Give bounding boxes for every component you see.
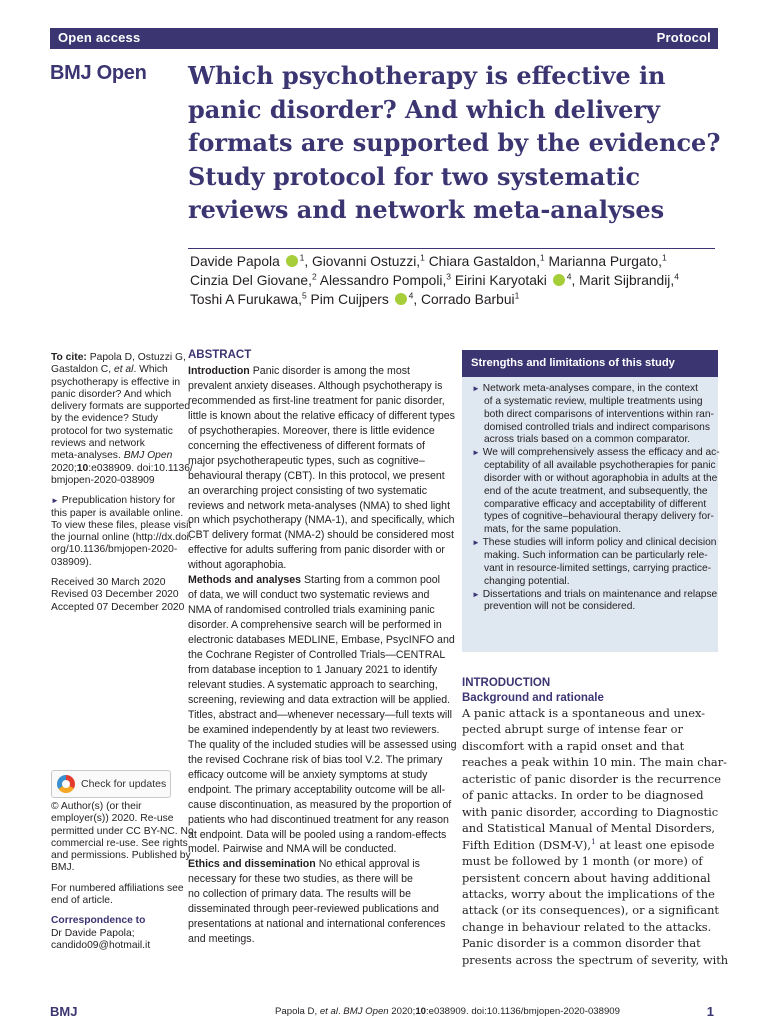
abstract-text: screening, reviewing and data extraction will be applied.: [188, 693, 451, 706]
abstract-text: patients who had discontinued treatment for any reason: [188, 813, 449, 826]
abstract-section-label: Introduction: [188, 364, 250, 377]
subsection-heading: Background and rationale: [462, 692, 604, 704]
bullet-text: Dissertations and trials on maintenance and relapse: [482, 588, 718, 600]
open-access-label: Open access: [58, 30, 141, 45]
received-date: Received 30 March 2020: [51, 577, 166, 589]
cite-text: et al: [113, 364, 134, 376]
abstract-text: electronic databases MEDLINE, Embase, PsycINFO and: [188, 634, 455, 647]
author-name[interactable]: , Corrado Barbui: [413, 292, 515, 307]
abstract-text: reviews and network meta-analyses (NMA) to shed light: [188, 499, 451, 512]
footer-doi[interactable]: :e038909. doi:10.1136/bmjopen-2020-038909: [425, 1006, 620, 1017]
author-name[interactable]: Pim Cuijpers: [306, 292, 389, 307]
article-dates: [51, 577, 185, 614]
abstract-text: model. Pairwise and NMA will be conducted.: [188, 843, 397, 856]
text-line: reaches a peak within 10 min. The main char-: [462, 755, 727, 770]
author-line: [190, 271, 679, 290]
abstract-text: NMA of randomised controlled trials examining panic: [188, 604, 435, 617]
copyright-text: BMJ.: [51, 862, 75, 874]
abstract-text: disseminated through peer-reviewed publications and: [188, 903, 439, 916]
left-sidebar-lower: [51, 801, 194, 960]
cite-text: meta-analyses.: [51, 450, 124, 462]
prepub-link[interactable]: 038909).: [51, 556, 92, 568]
crossmark-icon: [57, 775, 75, 793]
text-line: attacks, worry about the implications of the: [462, 886, 715, 901]
abstract-text: prevalent anxiety diseases. Although psychotherapy is: [188, 379, 443, 392]
bmj-logo: BMJ: [50, 1004, 78, 1019]
copyright-text: permitted under CC BY-NC. No: [51, 825, 194, 837]
cite-text: protocol for two systematic: [51, 425, 173, 437]
abstract-text: cause discontinuation, as measured by the proportion of: [188, 798, 452, 811]
abstract-text: an overarching project consisting of two systematic: [188, 484, 428, 497]
check-updates-label: Check for updates: [81, 778, 167, 790]
abstract-text: Starting from a common pool: [301, 574, 441, 587]
abstract: [188, 348, 457, 947]
prepublication-note: [51, 495, 192, 569]
abstract-text: be examined independently by at least two reviewers.: [188, 723, 440, 736]
footer-citation: [275, 1006, 620, 1017]
top-banner: [50, 28, 718, 49]
author-name[interactable]: Chiara Gastaldon,: [424, 254, 540, 269]
text-line: of panic attacks. In order to be diagnosed: [462, 788, 704, 803]
list-item: [472, 447, 720, 537]
abstract-text: major psychotherapeutic types, such as cognitive–: [188, 454, 425, 467]
author-name[interactable]: Toshi A Furukawa,: [190, 292, 302, 307]
cite-text: :e038909. doi:10.1136/: [88, 462, 193, 474]
abstract-section-label: Methods and analyses: [188, 574, 302, 587]
triangle-bullet-icon: ►: [472, 448, 480, 458]
cite-text: delivery formats are supported: [51, 401, 191, 413]
affiliation-ref: 1: [539, 252, 545, 263]
copyright-text: employer(s)) 2020. Re-use: [51, 813, 174, 825]
affiliation-text: For numbered affiliations see: [51, 882, 184, 894]
strengths-heading: Strengths and limitations of this study: [462, 350, 718, 377]
footer-text: .: [337, 1006, 344, 1017]
prepub-text: this paper is available online.: [51, 507, 184, 519]
title-line: formats are supported by the evidence?: [188, 128, 721, 157]
bullet-text: domised controlled trials and indirect comparisons: [484, 421, 710, 433]
footer-text: 10: [415, 1006, 426, 1017]
cite-text: by the evidence? Study: [51, 413, 159, 425]
bullet-text: both direct comparisons of interventions within ran-: [484, 408, 714, 420]
bullet-text: prevention will not be considered.: [484, 601, 636, 613]
affiliation-note: [51, 882, 184, 908]
footer-text: et al: [319, 1006, 338, 1017]
title-divider: [188, 248, 715, 249]
strengths-limitations-box: [462, 350, 718, 652]
affiliation-ref: 4: [674, 271, 679, 282]
bullet-text: changing potential.: [484, 575, 570, 587]
bullet-text: comparative efficacy and acceptability of different: [484, 498, 707, 510]
abstract-text: at endpoint. Data will be pooled using a random-effects: [188, 828, 447, 841]
prepub-link[interactable]: the journal online (http://dx.doi.: [51, 532, 192, 544]
cite-text: Gastaldon C,: [51, 364, 114, 376]
abstract-text: behavioural therapy (CBT). In this protocol, we present: [188, 469, 445, 482]
bullet-text: mats, for the same population.: [484, 524, 622, 536]
section-heading: INTRODUCTION: [462, 677, 551, 689]
reference-link[interactable]: 1: [590, 836, 596, 846]
cite-text: . Which: [133, 364, 168, 376]
text-line: with panic disorder, according to Diagnostic: [462, 804, 719, 819]
abstract-text: Titles, abstract and—whenever necessary—full texts will: [188, 708, 452, 721]
cite-text: reviews and network: [51, 438, 145, 450]
cite-text: panic disorder? And which: [51, 388, 172, 400]
abstract-text: recommended as first-line treatment for panic disorder,: [188, 394, 445, 407]
text-line: Fifth Edition (DSM-V),: [462, 837, 591, 852]
abstract-text: concerning the effectiveness of different formats of: [188, 439, 425, 452]
orcid-icon[interactable]: [286, 255, 298, 267]
abstract-section-label: Ethics and dissemination: [188, 858, 316, 871]
text-line: presents across the spectrum of severity, with: [462, 952, 729, 967]
prepub-text: To view these files, please visit: [51, 519, 192, 531]
strengths-list: [472, 383, 720, 614]
cite-label: To cite:: [51, 352, 87, 363]
abstract-text: effective for adults suffering from panic disorder with or: [188, 544, 445, 557]
bullet-text: types of cognitive–behavioural therapy delivery for-: [484, 511, 714, 523]
affiliation-ref: 3: [446, 271, 452, 282]
correspondence-email[interactable]: candido09@hotmail.it: [51, 939, 151, 951]
author-name[interactable]: , Marit Sijbrandij,: [571, 273, 675, 288]
author-name[interactable]: Eirini Karyotaki: [451, 273, 547, 288]
abstract-text: of psychotherapies. Moreover, there is little evidence: [188, 424, 435, 437]
abstract-heading: ABSTRACT: [188, 349, 252, 361]
affiliation-ref: 5: [301, 290, 307, 301]
bullet-text: Network meta-analyses compare, in the context: [482, 383, 698, 394]
bullet-text: These studies will inform policy and clinical decision: [482, 537, 717, 549]
title-line: reviews and network meta-analyses: [188, 195, 665, 224]
abstract-text: relevant studies. A systematic approach to searching,: [188, 678, 438, 691]
footer-text: 2020;: [388, 1006, 416, 1017]
triangle-bullet-icon: ►: [472, 384, 480, 393]
abstract-text: the Cochrane Register of Controlled Trials—CENTRAL: [188, 649, 446, 662]
abstract-text: endpoint. The primary acceptability outcome will be all-: [188, 783, 446, 796]
affiliation-ref: 1: [420, 252, 425, 263]
accepted-date: Accepted 07 December 2020: [51, 601, 185, 613]
bullet-text: end of the acute treatment, and subsequently, the: [484, 485, 708, 497]
cite-text: psychotherapy is effective in: [51, 376, 181, 388]
abstract-text: Panic disorder is among the most: [249, 364, 410, 377]
abstract-text: necessary for these two studies, as there will be: [188, 873, 413, 886]
abstract-text: the revised Cochrane risk of bias tool V.2. The primary: [188, 753, 443, 766]
text-line: acteristic of panic disorder is the recurrence: [462, 771, 721, 786]
list-item: [472, 537, 717, 588]
correspondence-name: Dr Davide Papola;: [51, 927, 135, 939]
revised-date: Revised 03 December 2020: [51, 589, 179, 601]
author-name[interactable]: Cinzia Del Giovane,: [190, 273, 312, 288]
affiliation-ref: 1: [661, 252, 667, 263]
copyright-text: commercial re-use. See rights: [51, 837, 188, 849]
text-line: must be followed by 1 month (or more) of: [462, 854, 703, 869]
affiliation-text: end of article.: [51, 895, 113, 907]
bullet-text: ceptability of all available psychotherapies for panic: [484, 460, 716, 472]
copyright-note: [51, 801, 194, 875]
triangle-bullet-icon: ►: [472, 538, 480, 548]
copyright-text: © Author(s) (or their: [51, 801, 142, 812]
page-number: 1: [706, 1004, 714, 1019]
bullet-text: making. Such information can be particularly rele-: [484, 549, 708, 561]
abstract-text: from database inception to 1 January 2021 to identify: [188, 664, 438, 677]
abstract-text: presentations at national and international conferences: [188, 918, 446, 931]
author-list: [190, 252, 679, 309]
title-line: Study protocol for two systematic: [188, 161, 641, 191]
abstract-text: CBT delivery format (NMA-2) should be considered most: [188, 529, 454, 542]
footer-text: Papola D,: [275, 1006, 320, 1017]
affiliation-ref: 1: [299, 252, 305, 263]
list-item: [472, 588, 718, 615]
bullet-text: We will comprehensively assess the efficacy and ac-: [482, 447, 720, 459]
abstract-text: little is known about the relative efficacy of different types: [188, 409, 455, 422]
copyright-text: and permissions. Published by: [51, 850, 191, 862]
prepub-link[interactable]: org/10.1136/bmjopen-2020-: [51, 544, 178, 556]
title-line: panic disorder? And which delivery: [188, 94, 660, 124]
text-line: at least one episode: [595, 837, 715, 852]
introduction-section: [462, 677, 729, 968]
cite-doi[interactable]: bmjopen-2020-038909: [51, 474, 155, 486]
text-line: A panic attack is a spontaneous and unex-: [462, 706, 706, 720]
citation-block: [51, 352, 193, 487]
triangle-bullet-icon: ►: [51, 496, 59, 506]
text-line: discomfort with a rapid onset and that: [462, 738, 685, 753]
text-line: Panic disorder is a common disorder that: [462, 936, 701, 951]
left-sidebar: [51, 352, 193, 614]
orcid-icon[interactable]: [553, 274, 565, 286]
affiliation-ref: 4: [408, 290, 414, 301]
text-line: change in behaviour related to the attacks.: [462, 919, 712, 934]
affiliation-ref: 1: [514, 290, 520, 301]
body-text: [462, 705, 729, 968]
abstract-text: no collection of primary data. The results will be: [188, 888, 411, 901]
abstract-text: efficacy outcome will be anxiety symptoms at study: [188, 768, 428, 781]
abstract-text: disorder. A comprehensive search will be performed in: [188, 619, 442, 632]
author-name[interactable]: , Giovanni Ostuzzi,: [304, 254, 421, 269]
orcid-icon[interactable]: [395, 293, 407, 305]
abstract-text: and meetings.: [188, 933, 255, 946]
abstract-text: No ethical approval is: [315, 858, 420, 871]
author-name[interactable]: Marianna Purgato,: [544, 254, 662, 269]
author-name[interactable]: Davide Papola: [190, 254, 280, 269]
title-line: Which psychotherapy is effective in: [188, 61, 666, 90]
abstract-text: of data, we will conduct two systematic reviews and: [188, 589, 430, 602]
abstract-text: without agoraphobia.: [188, 559, 287, 572]
article-type-label: Protocol: [656, 30, 711, 45]
cite-text: 10: [76, 462, 89, 474]
journal-logo: BMJ Open: [50, 62, 147, 84]
author-line: [190, 252, 679, 271]
bullet-text: of a systematic review, multiple treatments using: [484, 395, 703, 407]
cite-text: 2020;: [51, 462, 77, 474]
page-footer: [50, 1004, 718, 1020]
bullet-text: vant in resource-limited settings, carrying practice-: [484, 562, 712, 574]
text-line: attack (or its consequences), or a significant: [462, 903, 719, 918]
cite-text: BMJ Open: [123, 450, 173, 462]
bullet-text: across trials based on a common comparator.: [484, 434, 691, 446]
author-name[interactable]: Alessandro Pompoli,: [316, 273, 447, 288]
article-title: [188, 59, 721, 227]
footer-text: BMJ Open: [343, 1006, 389, 1017]
abstract-text: The quality of the included studies will be assessed using: [188, 738, 457, 751]
correspondence-heading: Correspondence to: [51, 915, 146, 927]
prepub-text: Prepublication history for: [61, 495, 176, 507]
bullet-text: disorder with or without agoraphobia in adults at the: [484, 472, 718, 484]
abstract-text: on which psychotherapy (NMA-1), and specifically, which: [188, 514, 455, 527]
text-line: and Statistical Manual of Mental Disorders,: [462, 821, 716, 836]
cite-text: Papola D, Ostuzzi G,: [86, 352, 186, 363]
list-item: [472, 383, 712, 447]
check-for-updates-button[interactable]: [51, 770, 171, 798]
affiliation-ref: 2: [311, 271, 317, 282]
text-line: pected abrupt surge of intense fear or: [462, 722, 683, 737]
text-line: persistent concern about having additional: [462, 870, 711, 885]
affiliation-ref: 4: [566, 271, 572, 282]
correspondence: [51, 915, 169, 952]
author-line: [190, 290, 679, 309]
triangle-bullet-icon: ►: [472, 589, 480, 599]
